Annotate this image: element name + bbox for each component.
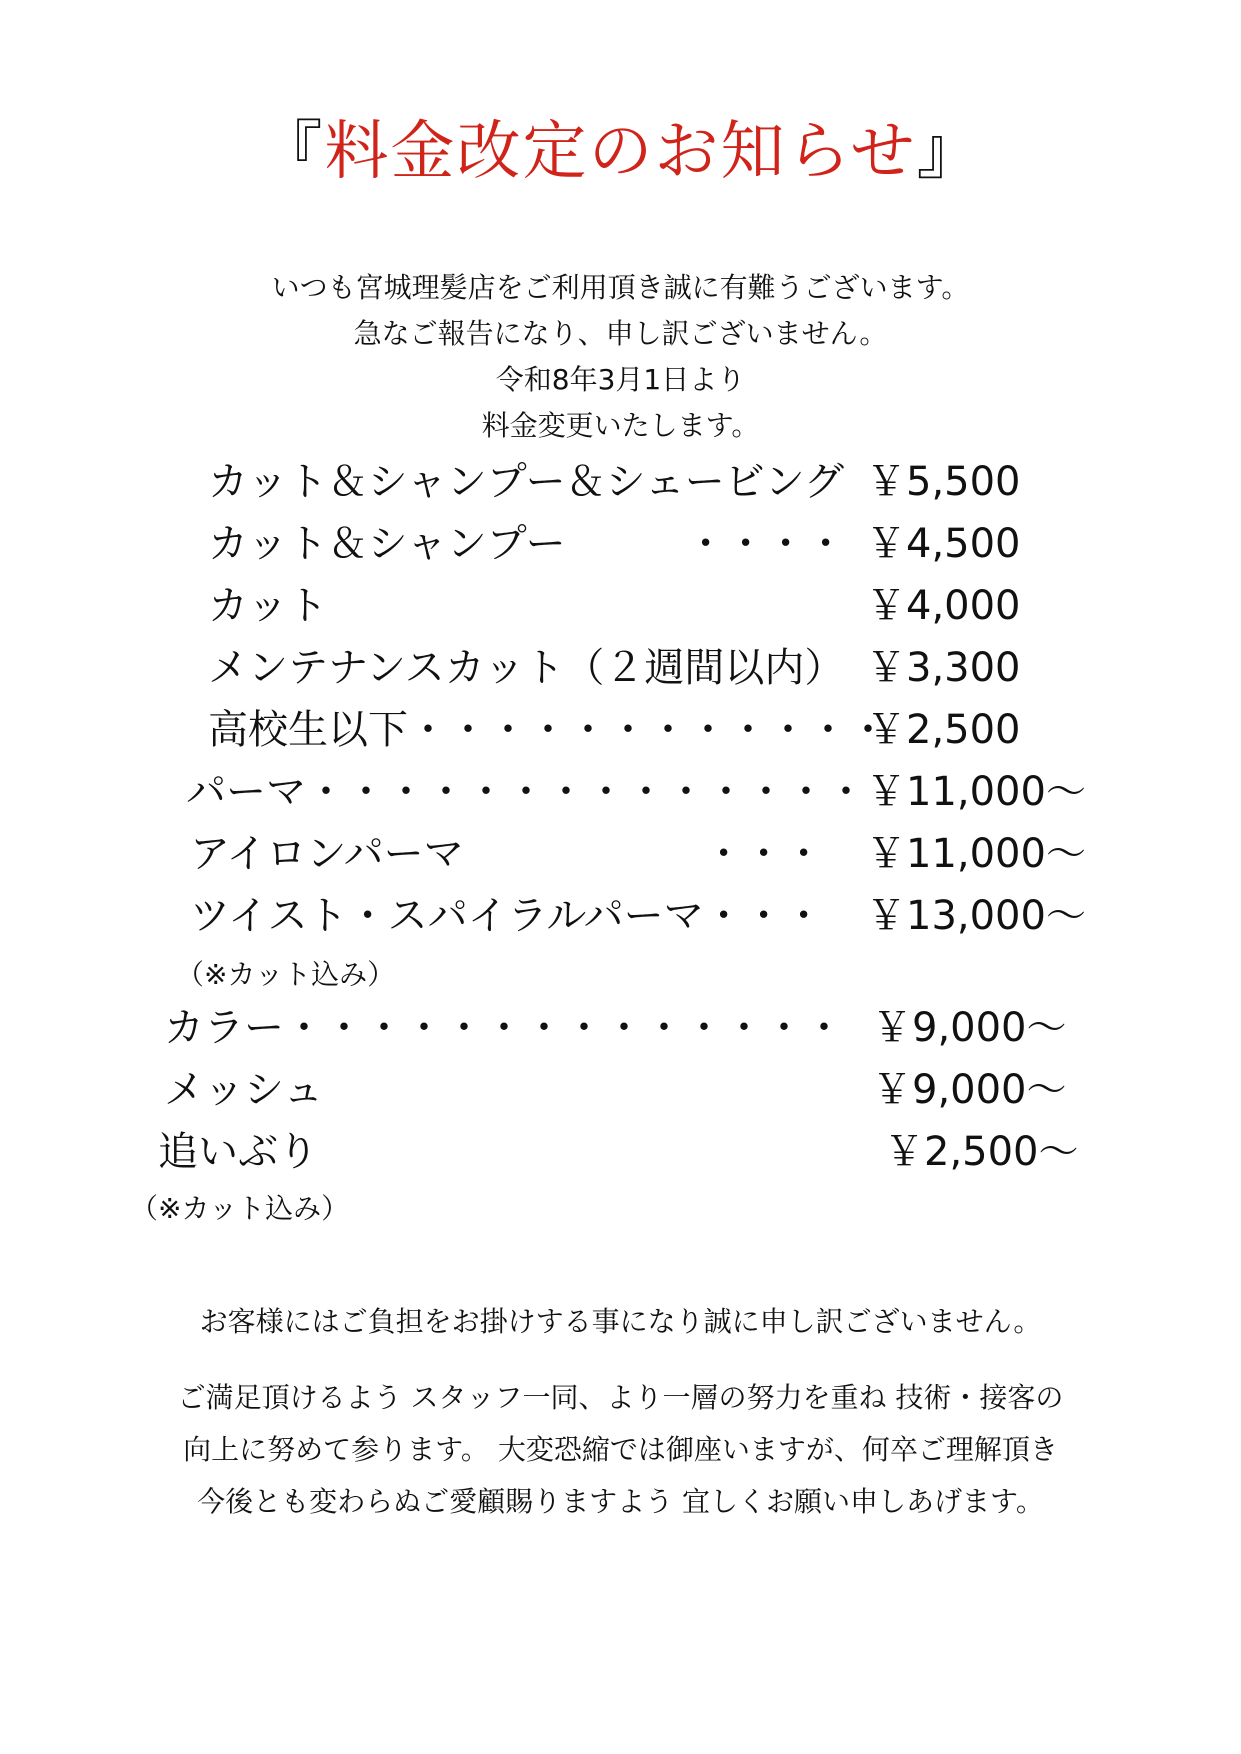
price-label: 追いぶり xyxy=(158,1129,318,1175)
price-label: カット xyxy=(208,583,328,629)
intro-line-2: 急なご報告になり、申し訳ございません。 xyxy=(353,317,888,350)
price-label: カット＆シャンプー＆シェービング xyxy=(208,459,844,505)
intro-line-3: 令和8年3月1日より xyxy=(495,363,746,396)
price-value: ￥2,500～ xyxy=(884,1129,1079,1175)
price-label: 高校生以下・・・・・・・・・・・・ xyxy=(208,707,888,753)
title-text: 料金改定のお知らせ xyxy=(324,115,917,189)
price-row xyxy=(0,520,1241,568)
intro-line-1: いつも宮城理髪店をご利用頂き誠に有難うございます。 xyxy=(271,271,970,304)
title-open-bracket: 『 xyxy=(258,115,325,189)
price-value: ￥3,300 xyxy=(866,645,1021,691)
price-row xyxy=(0,706,1241,754)
price-value: ￥9,000～ xyxy=(872,1005,1067,1051)
price-value: ￥13,000～ xyxy=(866,893,1086,939)
title-close-bracket: 』 xyxy=(916,115,983,189)
closing-line-2: ご満足頂けるよう スタッフ一同、より一層の努力を重ね 技術・接客の xyxy=(177,1381,1064,1414)
color-note: （※カット込み） xyxy=(130,1192,350,1225)
price-label: ツイスト・スパイラルパーマ・・・ xyxy=(190,893,824,939)
price-label: カラー・・・・・・・・・・・・・・ xyxy=(164,1005,844,1051)
price-row xyxy=(0,830,1241,878)
closing-line-4: 今後とも変わらぬご愛顧賜りますよう 宜しくお願い申しあげます。 xyxy=(197,1485,1044,1518)
price-value: ￥11,000～ xyxy=(866,831,1086,877)
perm-note: （※カット込み） xyxy=(176,958,396,991)
price-value: ￥9,000～ xyxy=(872,1067,1067,1113)
price-row xyxy=(0,644,1241,692)
price-value: ￥4,500 xyxy=(866,521,1021,567)
price-label: カット＆シャンプー ・・・・ xyxy=(208,521,846,567)
price-row xyxy=(0,458,1241,506)
intro-line-4: 料金変更いたします。 xyxy=(481,409,760,442)
price-row xyxy=(0,1066,1241,1114)
price-label: メッシュ xyxy=(164,1067,324,1113)
closing-line-1: お客様にはご負担をお掛けする事になり誠に申し訳ございません。 xyxy=(199,1305,1042,1338)
price-row xyxy=(0,582,1241,630)
closing-line-3: 向上に努めて参ります。 大変恐縮では御座いますが、何卒ご理解頂き xyxy=(183,1433,1058,1466)
price-label: アイロンパーマ ・・・ xyxy=(190,831,824,877)
price-value: ￥4,000 xyxy=(866,583,1021,629)
price-value: ￥2,500 xyxy=(866,707,1021,753)
price-row xyxy=(0,1004,1241,1052)
price-row xyxy=(0,1128,1241,1176)
price-row xyxy=(0,768,1241,816)
price-row xyxy=(0,892,1241,940)
price-value: ￥5,500 xyxy=(866,459,1021,505)
price-label: パーマ・・・・・・・・・・・・・・ xyxy=(186,769,866,815)
price-label: メンテナンスカット（２週間以内） xyxy=(208,645,845,691)
price-value: ￥11,000～ xyxy=(866,769,1086,815)
notice-title xyxy=(0,112,1241,192)
